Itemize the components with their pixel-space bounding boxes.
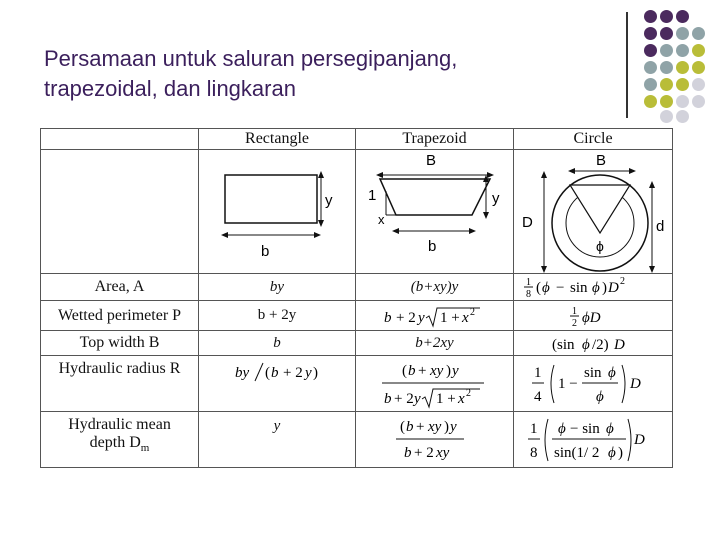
svg-text:+ 2: + 2 [414, 444, 434, 461]
circle-figure [514, 150, 673, 274]
figure-row [41, 150, 673, 274]
circ-d-label: d [656, 217, 665, 235]
decorative-dot-grid [640, 10, 718, 122]
label-hydraulic-radius: Hydraulic radius R [41, 356, 199, 412]
decorative-divider [626, 12, 628, 118]
rect-area: by [199, 274, 356, 301]
dot [692, 44, 705, 57]
svg-text:D: D [614, 337, 625, 353]
circle-wetted-perimeter [514, 301, 673, 331]
rect-hydraulic-mean-depth: y [199, 412, 356, 468]
svg-text:2: 2 [572, 317, 577, 329]
title-line-1: Persamaan untuk saluran persegipanjang, [44, 46, 458, 71]
circ-phi-label: ϕ [596, 237, 604, 254]
dot [660, 110, 673, 123]
svg-text:b: b [271, 364, 279, 381]
svg-text:y: y [418, 309, 425, 326]
svg-text:2: 2 [470, 306, 475, 318]
dot [644, 44, 657, 57]
svg-text:b: b [408, 362, 416, 379]
svg-text:1 −: 1 − [558, 375, 578, 392]
header-blank [41, 129, 199, 150]
svg-text:(: ( [400, 418, 405, 435]
label-area: Area, A [41, 274, 199, 301]
dot [660, 95, 673, 108]
row-wetted-perimeter [41, 301, 673, 331]
trapezoid-figure [356, 150, 514, 274]
svg-text:y: y [450, 418, 457, 435]
dot [676, 44, 689, 57]
dot [660, 78, 673, 91]
svg-text:by: by [235, 364, 250, 381]
dot [644, 10, 657, 23]
header-trapezoid: Trapezoid [356, 129, 514, 150]
header-circle: Circle [514, 129, 673, 150]
svg-text:x: x [462, 309, 469, 326]
row-top-width [41, 331, 673, 356]
trap-hydraulic-mean-depth [356, 412, 514, 468]
rect-top-width: b [199, 331, 356, 356]
dot [644, 78, 657, 91]
rect-y-label: y [325, 191, 333, 209]
channel-equations-table [40, 128, 673, 468]
dot [692, 95, 705, 108]
svg-text:1: 1 [534, 364, 542, 381]
frac-den: 8 [526, 289, 531, 300]
dot [660, 61, 673, 74]
svg-text:y: y [414, 390, 421, 407]
dot [692, 27, 705, 40]
svg-text:ϕ: ϕ [606, 420, 614, 437]
row-hydraulic-radius [41, 356, 673, 412]
svg-text:y: y [305, 364, 312, 381]
svg-text:(sin: (sin [552, 337, 575, 353]
svg-text:(: ( [536, 280, 541, 296]
svg-text:ϕ: ϕ [608, 364, 616, 381]
label-hydraulic-mean-depth: Hydraulic mean depth $D_m$ [41, 412, 199, 468]
trap-y-label: y [492, 189, 500, 207]
svg-text:1: 1 [572, 305, 577, 317]
svg-text:xy: xy [430, 362, 444, 379]
svg-text:1 +: 1 + [440, 309, 460, 326]
svg-text:sin: sin [584, 364, 602, 381]
row-hydraulic-mean-depth [41, 412, 673, 468]
trap-B-label: B [426, 151, 437, 169]
dot [692, 78, 705, 91]
trap-hydraulic-radius [356, 356, 514, 412]
svg-text:ϕ: ϕ [558, 420, 566, 437]
svg-text:sin: sin [570, 280, 588, 296]
svg-text:x: x [458, 390, 465, 407]
circle-hydraulic-radius [514, 356, 673, 412]
dot [644, 61, 657, 74]
trap-b-label: b [428, 237, 437, 255]
label-top-width: Top width B [41, 331, 199, 356]
circ-D-label: D [522, 213, 533, 231]
figure-blank [41, 150, 199, 274]
rectangle-figure [199, 150, 356, 274]
slide-title [44, 44, 604, 104]
svg-text:ϕ: ϕ [596, 388, 604, 405]
trap-1-label: 1 [368, 186, 377, 204]
circ-B-label: B [596, 151, 607, 169]
dot [676, 61, 689, 74]
svg-text:xy: xy [428, 418, 442, 435]
svg-text:1: 1 [530, 420, 538, 437]
svg-text:): ) [313, 364, 318, 381]
svg-text:D: D [634, 431, 645, 448]
svg-text:+: + [418, 362, 427, 379]
svg-text:+ 2: + 2 [394, 390, 414, 407]
svg-text:b: b [384, 390, 392, 407]
dot [644, 95, 657, 108]
svg-text:): ) [444, 418, 449, 435]
header-row [41, 129, 673, 150]
circle-top-width [514, 331, 673, 356]
rect-b-label: b [261, 242, 270, 260]
dot [676, 95, 689, 108]
rect-wetted-perimeter: b + 2y [199, 301, 356, 331]
circle-hydraulic-mean-depth [514, 412, 673, 468]
trap-wetted-perimeter [356, 301, 514, 331]
dot [676, 27, 689, 40]
dot [644, 27, 657, 40]
dot [660, 44, 673, 57]
dot [660, 10, 673, 23]
trap-area: (b+xy)y [356, 274, 514, 301]
svg-text:2: 2 [466, 387, 471, 399]
svg-text:ϕ: ϕ [608, 444, 616, 461]
dot [660, 27, 673, 40]
svg-text:ϕ: ϕ [592, 280, 600, 296]
svg-text:8: 8 [530, 444, 538, 461]
svg-text:b: b [384, 309, 392, 326]
svg-text:y: y [452, 362, 459, 379]
svg-text:ϕ: ϕ [542, 280, 550, 296]
label-wetted-perimeter: Wetted perimeter P [41, 301, 199, 331]
svg-text:− sin: − sin [570, 420, 600, 437]
svg-text:1 +: 1 + [436, 390, 456, 407]
dot [692, 61, 705, 74]
svg-text:b: b [406, 418, 414, 435]
frac-num: 1 [526, 277, 531, 288]
header-rectangle: Rectangle [199, 129, 356, 150]
svg-text:(: ( [402, 362, 407, 379]
svg-text:D: D [630, 375, 641, 392]
row-area [41, 274, 673, 301]
svg-text:+ 2: + 2 [283, 364, 303, 381]
svg-text:ϕD: ϕD [582, 309, 601, 326]
svg-text:): ) [618, 444, 623, 461]
svg-text:−: − [556, 280, 565, 296]
dot [676, 110, 689, 123]
svg-text:(: ( [265, 364, 270, 381]
svg-text:): ) [602, 280, 607, 296]
rect-hydraulic-radius [199, 356, 356, 412]
trap-x-label: x [378, 211, 385, 227]
svg-text:/2): /2) [592, 337, 609, 353]
svg-text:ϕ: ϕ [582, 337, 590, 353]
svg-text:xy: xy [436, 444, 450, 461]
circle-area [514, 274, 673, 301]
svg-text:): ) [446, 362, 451, 379]
trap-top-width: b+2xy [356, 331, 514, 356]
svg-text:+ 2: + 2 [396, 309, 416, 326]
svg-text:+: + [416, 418, 425, 435]
svg-text:4: 4 [534, 388, 542, 405]
svg-text:b: b [404, 444, 412, 461]
dot [676, 10, 689, 23]
svg-text:2: 2 [620, 276, 625, 287]
dot [676, 78, 689, 91]
title-line-2: trapezoidal, dan lingkaran [44, 76, 296, 101]
svg-text:sin(1/ 2: sin(1/ 2 [554, 444, 600, 461]
svg-text:D: D [608, 280, 619, 296]
